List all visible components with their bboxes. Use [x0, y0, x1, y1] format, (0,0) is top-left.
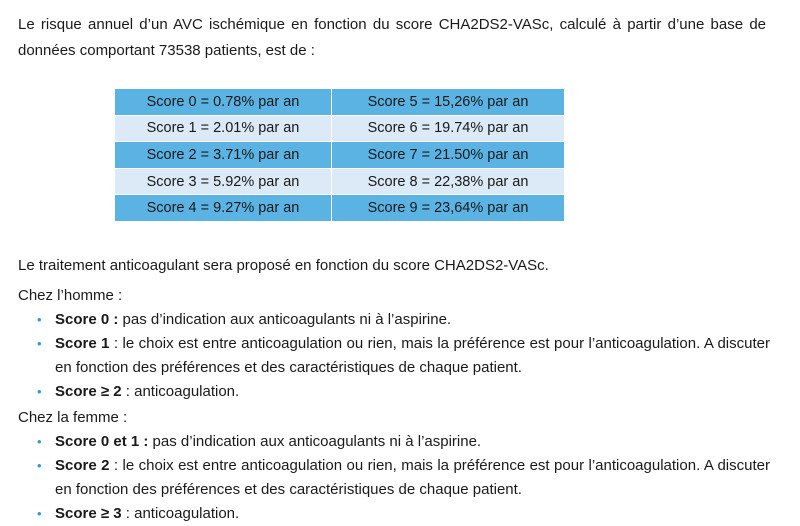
bullet-icon: •	[37, 336, 42, 351]
table-cell: Score 6 = 19.74% par an	[332, 115, 565, 142]
women-heading: Chez la femme :	[18, 409, 128, 426]
men-heading: Chez l’homme :	[18, 287, 123, 304]
table-cell: Score 3 = 5.92% par an	[115, 168, 332, 195]
table-row	[115, 89, 565, 116]
list-item	[18, 502, 770, 526]
table-cell: Score 5 = 15,26% par an	[332, 89, 565, 116]
list-item	[18, 308, 770, 332]
table-row	[115, 168, 565, 195]
list-item	[18, 430, 770, 454]
table-cell: Score 0 = 0.78% par an	[115, 89, 332, 116]
men-list	[18, 308, 770, 404]
item-text: pas d’indication aux anticoagulants ni à l’aspirine.	[118, 311, 452, 328]
recommendations	[18, 254, 770, 526]
list-item	[18, 380, 770, 404]
item-text: : anticoagulation.	[121, 383, 240, 400]
item-label: Score 2	[55, 457, 110, 474]
item-label: Score 0 :	[55, 311, 119, 328]
list-item	[18, 454, 770, 502]
item-label: Score ≥ 2	[55, 383, 122, 400]
table-cell: Score 1 = 2.01% par an	[115, 115, 332, 142]
table-cell: Score 8 = 22,38% par an	[332, 168, 565, 195]
table-cell: Score 9 = 23,64% par an	[332, 195, 565, 222]
table-row	[115, 142, 565, 169]
item-text: : le choix est entre anticoagulation ou rien, mais la préférence est pour l’anticoagulation. A discuter en fonction des préférences et des caractéristiques de chaque patient.	[55, 457, 770, 498]
table-row	[115, 115, 565, 142]
treatment-paragraph: Le traitement anticoagulant sera proposé en fonction du score CHA2DS2-VASc.	[18, 257, 549, 274]
item-text: pas d’indication aux anticoagulants ni à l’aspirine.	[148, 433, 482, 450]
table-cell: Score 2 = 3.71% par an	[115, 142, 332, 169]
women-list	[18, 430, 770, 526]
table-cell: Score 7 = 21.50% par an	[332, 142, 565, 169]
item-label: Score 1	[55, 335, 110, 352]
bullet-icon: •	[37, 458, 42, 473]
item-label: Score ≥ 3	[55, 505, 122, 522]
bullet-icon: •	[37, 506, 42, 521]
item-label: Score 0 et 1 :	[55, 433, 149, 450]
intro-paragraph: Le risque annuel d’un AVC ischémique en fonction du score CHA2DS2-VASc, calculé à partir d’une base de données comportant 73538 patients, est de :	[18, 16, 766, 59]
risk-table	[114, 88, 565, 222]
bullet-icon: •	[37, 384, 42, 399]
table-cell: Score 4 = 9.27% par an	[115, 195, 332, 222]
table-row	[115, 195, 565, 222]
bullet-icon: •	[37, 434, 42, 449]
item-text: : anticoagulation.	[121, 505, 240, 522]
item-text: : le choix est entre anticoagulation ou rien, mais la préférence est pour l’anticoagulation. A discuter en fonction des préférences et des caractéristiques de chaque patient.	[55, 335, 770, 376]
list-item	[18, 332, 770, 380]
bullet-icon: •	[37, 312, 42, 327]
